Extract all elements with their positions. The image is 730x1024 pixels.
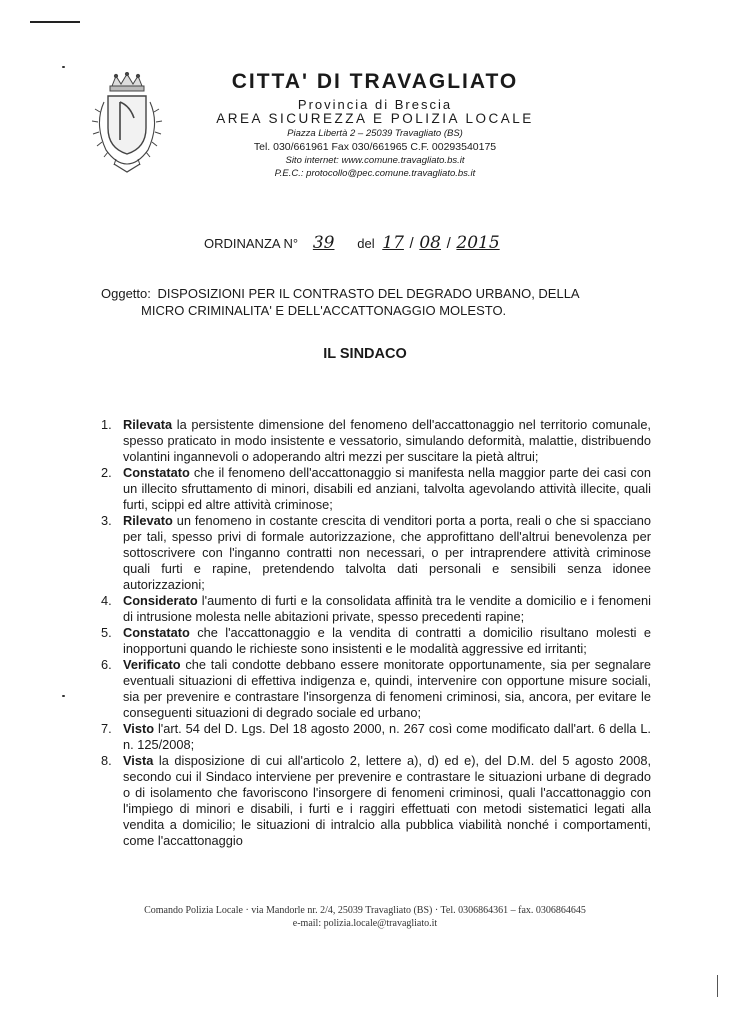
list-item	[101, 753, 651, 849]
date-month-handwritten: 08	[419, 233, 441, 253]
item-text: la persistente dimensione del fenomeno dell'accattonaggio nel territorio comunale, spesso praticato in modo insistente e vessatorio, simulando deformità, malattie, distribuendo volantini ingannevoli o adoperando altri mezzi per suscitare la pietà altrui;	[123, 417, 651, 464]
section-heading-mayor: IL SINDACO	[323, 346, 407, 362]
item-lead: Considerato	[123, 593, 198, 608]
item-number: 5.	[101, 625, 112, 640]
footer-email: e-mail: polizia.locale@travagliato.it	[292, 918, 438, 929]
item-lead: Vista	[123, 753, 154, 768]
item-number: 4.	[101, 593, 112, 608]
scan-speck	[62, 695, 65, 697]
ordinance-label: ORDINANZA N°	[204, 236, 299, 251]
top-rule	[30, 21, 80, 23]
subject-label: Oggetto:	[101, 286, 151, 301]
item-text: la disposizione di cui all'articolo 2, lettere a), d) ed e), del D.M. del 5 agosto 2008, secondo cui il Sindaco interviene per prevenire e contrastare le situazioni urbane di degrado o di isolamento che favoriscono l'insorgere di fenomeni criminosi, quali l'accattonaggio con l'impiego di minori e disabili, i furti e i raggiri effettuati con metodi sistematici legati alla vendita a domicilio; le situazioni di intralcio alla pubblica viabilità nonché i comportamenti, come l'accattonaggio	[123, 753, 651, 848]
date-separator: /	[409, 235, 414, 252]
item-lead: Verificato	[123, 657, 181, 672]
date-separator: /	[446, 235, 451, 252]
item-text: l'aumento di furti e la consolidata affinità tra le vendite a domicilio e i fenomeni di intrusione molesta nelle abitazioni private, spesso precedenti rapine;	[123, 593, 651, 624]
subject-line-1: DISPOSIZIONI PER IL CONTRASTO DEL DEGRADO URBANO, DELLA	[157, 286, 580, 301]
item-text: un fenomeno in costante crescita di venditori porta a porta, reali o che si spacciano per tali, spesso privi di formale autorizzazione, che approfittano dell'altrui benevolenza per sottoscrivere con l'inganno contratti non necessari, o per intraprendere attività criminose quali furti e rapine, pretendendo talvolta dati personali e sensibili senza idonee autorizzazioni;	[123, 513, 651, 592]
contact-phone-line: Tel. 030/661961 Fax 030/661965 C.F. 00293540175	[253, 141, 497, 153]
list-item	[101, 417, 651, 465]
subject-block	[101, 285, 621, 319]
list-item	[101, 625, 651, 657]
department-name: AREA SICUREZZA E POLIZIA LOCALE	[216, 111, 534, 126]
item-number: 6.	[101, 657, 112, 672]
recitals-list	[101, 417, 651, 849]
ordinance-number-row	[204, 233, 500, 253]
scan-speck	[62, 66, 65, 68]
list-item	[101, 721, 651, 753]
list-item	[101, 513, 651, 593]
item-number: 1.	[101, 417, 112, 432]
item-number: 7.	[101, 721, 112, 736]
item-text: che il fenomeno dell'accattonaggio si manifesta nella maggior parte dei casi con un illecito sfruttamento di minori, disabili ed anziani, talvolta agevolando attività illecite, quali furti, scippi ed altre attività criminose;	[123, 465, 651, 512]
list-item	[101, 465, 651, 513]
province-name: Provincia di Brescia	[297, 97, 453, 112]
item-lead: Constatato	[123, 625, 190, 640]
date-day-handwritten: 17	[382, 233, 404, 253]
date-label: del	[357, 236, 375, 251]
item-number: 3.	[101, 513, 112, 528]
list-item	[101, 593, 651, 625]
item-text: l'art. 54 del D. Lgs. Del 18 agosto 2000, n. 267 così come modificato dall'art. 6 della L. n. 125/2008;	[123, 721, 651, 752]
item-number: 8.	[101, 753, 112, 768]
footer-address: Comando Polizia Locale · via Mandorle nr. 2/4, 25039 Travagliato (BS) · Tel. 0306864361 – fax. 0306864645	[144, 905, 586, 916]
date-year-handwritten: 2015	[456, 233, 500, 253]
scan-edge-mark	[717, 975, 718, 997]
item-lead: Rilevata	[123, 417, 173, 432]
city-crest-emblem	[88, 72, 166, 176]
item-lead: Rilevato	[123, 513, 173, 528]
list-item	[101, 657, 651, 721]
website-line: Sito internet: www.comune.travagliato.bs.it	[285, 155, 465, 166]
item-number: 2.	[101, 465, 112, 480]
office-address: Piazza Libertà 2 – 25039 Travagliato (BS)	[287, 128, 463, 139]
ordinance-number-handwritten: 39	[312, 233, 335, 253]
item-text: che l'accattonaggio e la vendita di contratti a domicilio risultano molesti e inopportuni quando le richieste sono insistenti e le modalità aggressive ed irritanti;	[123, 625, 651, 656]
item-lead: Constatato	[123, 465, 190, 480]
item-text: che tali condotte debbano essere monitorate opportunamente, sia per segnalare eventuali situazioni di effettiva indigenza e, quindi, intervenire con opportune misure sociali, sia per prevenire e contrastare l'insorgenza di fenomeni criminosi, sia, ancora, per evitare le conseguenti situazioni di degrado sociale ed urbano;	[123, 657, 651, 720]
pec-email-line: P.E.C.: protocollo@pec.comune.travagliato.bs.it	[274, 168, 476, 179]
subject-line-2: MICRO CRIMINALITA' E DELL'ACCATTONAGGIO MOLESTO.	[141, 303, 507, 318]
city-title: CITTA' DI TRAVAGLIATO	[231, 70, 519, 93]
item-lead: Visto	[123, 721, 155, 736]
